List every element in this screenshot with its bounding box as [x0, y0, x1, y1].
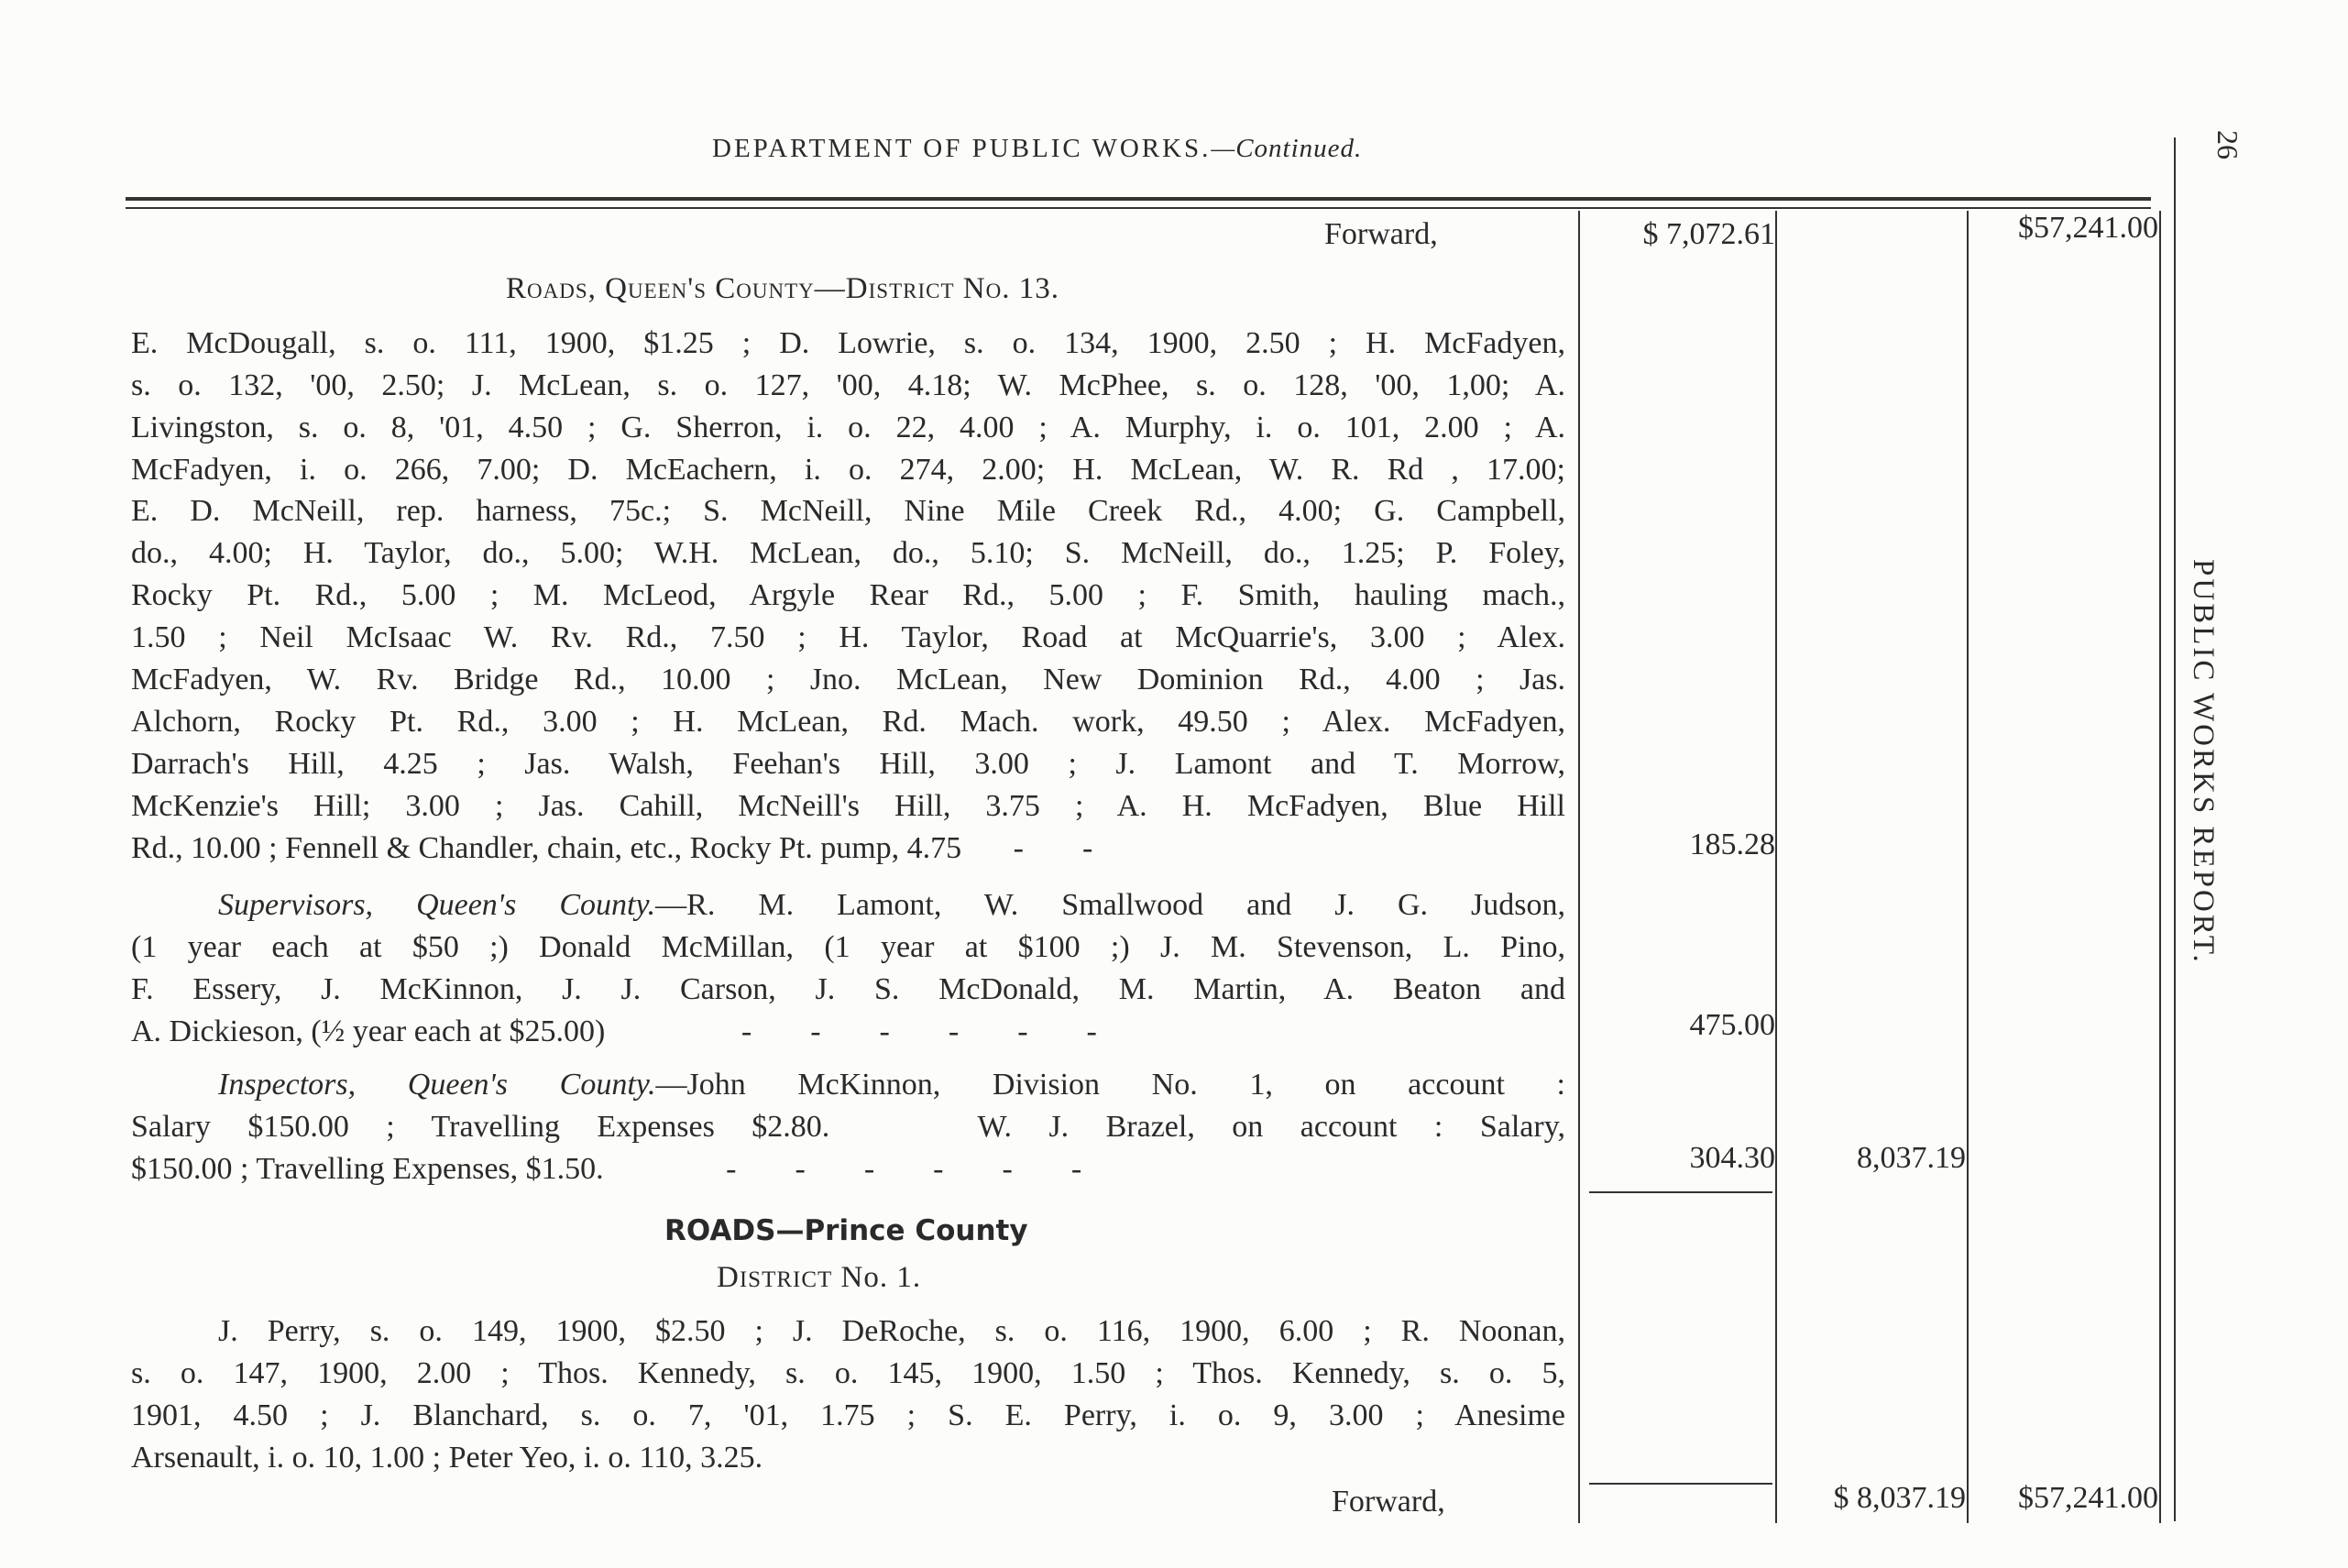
section2-subheading-c: No. 1. — [832, 1261, 922, 1294]
inspectors-subtotal: 8,037.19 — [1857, 1141, 1966, 1175]
section2-subheading — [717, 1261, 921, 1295]
section1-line: Rocky Pt. Rd., 5.00 ; M. McLeod, Argyle Rear Rd., 5.00 ; F. Smith, hauling mach., — [131, 578, 1565, 612]
forward-label-top: Forward, — [1324, 217, 1438, 251]
leader-dash: - — [1086, 1014, 1097, 1048]
section2-line: Arsenault, i. o. 10, 1.00 ; Peter Yeo, i. o. 110, 3.25. — [131, 1441, 763, 1475]
section1-line: Darrach's Hill, 4.25 ; Jas. Walsh, Feehan's Hill, 3.00 ; J. Lamont and T. Morrow, — [131, 747, 1565, 781]
inspectors-text: —John McKinnon, Division No. 1, on account : — [655, 1068, 1565, 1102]
section2-subheading-b: ISTRICT — [739, 1267, 833, 1292]
section1-line-last — [131, 828, 1565, 870]
section1-line: s. o. 132, '00, 2.50; J. McLean, s. o. 127, '00, 4.18; W. McPhee, s. o. 128, '00, 1,00; A. — [131, 368, 1565, 402]
supervisors-label: Supervisors, Queen's County. — [218, 888, 656, 922]
page-number: 26 — [2211, 130, 2244, 159]
section1-line: do., 4.00; H. Taylor, do., 5.00; W.H. McLean, do., 5.10; S. McNeill, do., 1.25; P. Foley, — [131, 536, 1565, 570]
section2-line: s. o. 147, 1900, 2.00 ; Thos. Kennedy, s. o. 145, 1900, 1.50 ; Thos. Kennedy, s. o. 5, — [131, 1356, 1565, 1390]
section2-subheading-a: D — [717, 1261, 740, 1294]
leader-dash: - — [1070, 1152, 1082, 1186]
section1-line: E. McDougall, s. o. 111, 1900, $1.25 ; D. Lowrie, s. o. 134, 1900, 2.50 ; H. McFadyen, — [131, 326, 1565, 360]
subtotal-rule — [1589, 1191, 1772, 1193]
section2-line: J. Perry, s. o. 149, 1900, $2.50 ; J. DeRoche, s. o. 116, 1900, 6.00 ; R. Noonan, — [218, 1314, 1565, 1348]
leader-dash: - — [810, 1014, 821, 1048]
supervisors-line-last — [131, 1011, 1565, 1053]
inspectors-text: $150.00 ; Travelling Expenses, $1.50. — [131, 1152, 604, 1186]
supervisors-line: (1 year each at $50 ;) Donald McMillan, (1 year at $100 ;) J. M. Stevenson, L. Pino, — [131, 930, 1565, 964]
supervisors-amount: 475.00 — [1689, 1008, 1775, 1042]
section1-line: Alchorn, Rocky Pt. Rd., 3.00 ; H. McLean, Rd. Mach. work, 49.50 ; Alex. McFadyen, — [131, 705, 1565, 739]
leader-dash: - — [1017, 1014, 1028, 1048]
inspectors-line-last — [131, 1148, 1565, 1190]
inspectors-line — [218, 1064, 1565, 1106]
section1-line: McKenzie's Hill; 3.00 ; Jas. Cahill, McNeill's Hill, 3.75 ; A. H. McFadyen, Blue Hill — [131, 789, 1565, 823]
margin-rule — [2174, 137, 2176, 1521]
forward-rule-col1 — [1589, 1483, 1772, 1485]
inspectors-label: Inspectors, Queen's County. — [218, 1068, 656, 1102]
section1-amount: 185.28 — [1689, 828, 1775, 861]
col3-right-line — [2159, 211, 2161, 1523]
leader-dash: - — [1013, 831, 1024, 865]
header-title: DEPARTMENT OF PUBLIC WORKS. — [712, 134, 1212, 163]
supervisors-text: A. Dickieson, (½ year each at $25.00) — [131, 1014, 606, 1048]
supervisors-line — [218, 884, 1565, 927]
page-header — [712, 134, 1362, 164]
leader-dash: - — [1002, 1152, 1013, 1186]
section2-heading: ROADS—Prince County — [664, 1214, 1028, 1247]
leader-dash: - — [741, 1014, 752, 1048]
header-rule-bottom — [126, 207, 2151, 209]
forward-top-col3: $57,241.00 — [2018, 211, 2158, 245]
forward-bottom-col2: $ 8,037.19 — [1833, 1481, 1966, 1515]
header-continued: —Continued. — [1211, 134, 1363, 163]
side-title: PUBLIC WORKS REPORT. — [2187, 559, 2220, 965]
section1-line: Livingston, s. o. 8, '01, 4.50 ; G. Sherron, i. o. 22, 4.00 ; A. Murphy, i. o. 101, 2.00 ; A. — [131, 411, 1565, 444]
section1-heading-b: —District No. 13. — [814, 272, 1059, 305]
forward-bottom-col3: $57,241.00 — [2018, 1481, 2158, 1515]
section1-line: McFadyen, W. Rv. Bridge Rd., 10.00 ; Jno. McLean, New Dominion Rd., 4.00 ; Jas. — [131, 663, 1565, 696]
supervisors-line: F. Essery, J. McKinnon, J. J. Carson, J. S. McDonald, M. Martin, A. Beaton and — [131, 972, 1565, 1006]
leader-dash: - — [933, 1152, 944, 1186]
section1-heading-a: Roads, Queen's County — [506, 272, 815, 305]
section1-heading — [506, 272, 1059, 306]
header-rule-top — [126, 197, 2151, 201]
supervisors-text: —R. M. Lamont, W. Smallwood and J. G. Judson, — [655, 888, 1565, 922]
forward-label-bottom: Forward, — [1332, 1485, 1445, 1519]
leader-dash: - — [879, 1014, 890, 1048]
col1-right-line — [1775, 211, 1777, 1523]
section1-line-text: Rd., 10.00 ; Fennell & Chandler, chain, etc., Rocky Pt. pump, 4.75 — [131, 831, 962, 865]
forward-top-col1: $ 7,072.61 — [1642, 217, 1775, 251]
col2-right-line — [1967, 211, 1969, 1523]
inspectors-line: Salary $150.00 ; Travelling Expenses $2.80. W. J. Brazel, on account : Salary, — [131, 1110, 1565, 1144]
section2-line: 1901, 4.50 ; J. Blanchard, s. o. 7, '01, 1.75 ; S. E. Perry, i. o. 9, 3.00 ; Anesime — [131, 1398, 1565, 1432]
leader-dash: - — [795, 1152, 806, 1186]
leader-dash: - — [948, 1014, 960, 1048]
inspectors-amount: 304.30 — [1689, 1141, 1775, 1175]
col1-left-line — [1578, 211, 1580, 1523]
section1-line: McFadyen, i. o. 266, 7.00; D. McEachern, i. o. 274, 2.00; H. McLean, W. R. Rd , 17.00; — [131, 453, 1565, 487]
section1-line: 1.50 ; Neil McIsaac W. Rv. Rd., 7.50 ; H. Taylor, Road at McQuarrie's, 3.00 ; Alex. — [131, 620, 1565, 654]
section1-line: E. D. McNeill, rep. harness, 75c.; S. McNeill, Nine Mile Creek Rd., 4.00; G. Campbell, — [131, 494, 1565, 528]
leader-dash: - — [863, 1152, 875, 1186]
leader-dash: - — [1081, 831, 1093, 865]
leader-dash: - — [726, 1152, 737, 1186]
